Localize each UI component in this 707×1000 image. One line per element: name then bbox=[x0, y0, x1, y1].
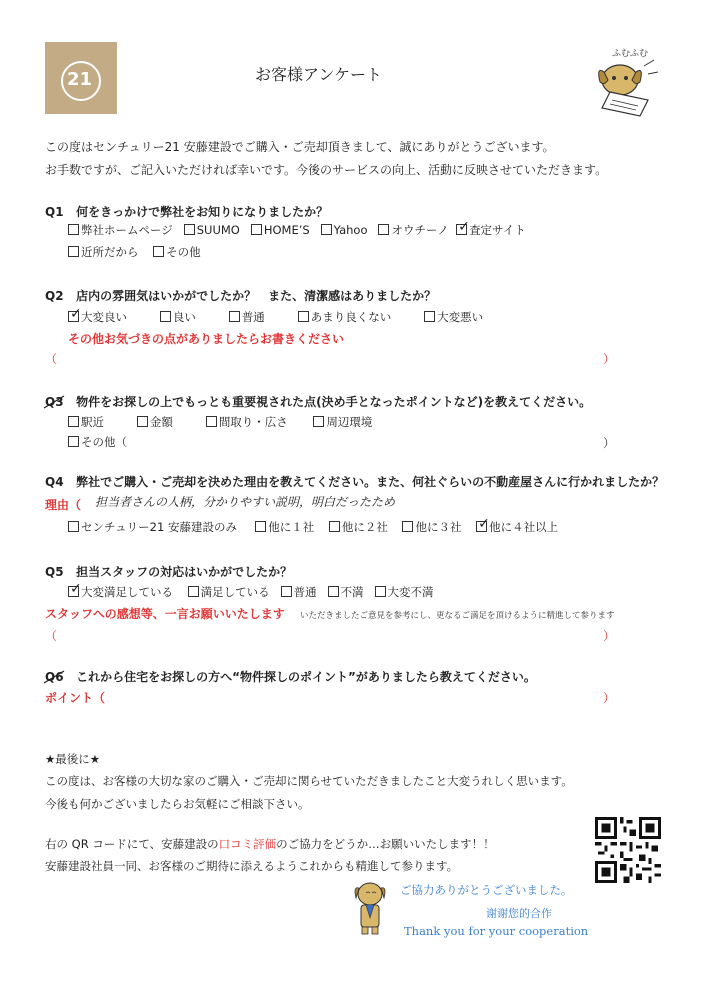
q1-option-checked[interactable]: ✓ 査定サイト bbox=[458, 219, 526, 237]
review-highlight: 口コミ評価 bbox=[218, 837, 277, 851]
q2-open-paren: （ bbox=[45, 352, 58, 366]
checkbox[interactable] bbox=[329, 521, 340, 532]
checkbox[interactable] bbox=[188, 586, 199, 597]
q1-option[interactable]: SUUMO bbox=[184, 223, 240, 237]
q4-option[interactable]: センチュリー21 安藤建設のみ bbox=[68, 520, 237, 534]
q4-handwritten-answer[interactable]: 担当者さんの人柄，分かりやすい説明，明白だったため bbox=[95, 495, 396, 509]
checkbox[interactable] bbox=[153, 246, 164, 257]
q2-option[interactable]: あまり良くない bbox=[298, 310, 392, 324]
q1-option[interactable]: HOME’S bbox=[251, 223, 310, 237]
checkmark-icon: ✓ bbox=[458, 219, 470, 235]
q6-number: Q6 bbox=[45, 670, 64, 684]
q3-question bbox=[45, 393, 591, 410]
checkbox[interactable] bbox=[298, 311, 309, 322]
q1-option[interactable]: 近所だから bbox=[68, 245, 139, 259]
q4-options bbox=[68, 516, 559, 535]
q1-option[interactable]: オウチーノ bbox=[378, 223, 448, 237]
logo-text: 21 bbox=[67, 69, 93, 90]
q4-reason-label: 理由（ bbox=[45, 498, 82, 512]
q5-option-checked[interactable]: ✓ 大変満足している bbox=[70, 581, 173, 599]
checkbox-checked[interactable] bbox=[476, 516, 490, 532]
mascot-caption: ふむふむ bbox=[612, 49, 649, 59]
q5-note: いただきましたご意見を参考にし、更なるご満足を頂けるように精進して参ります bbox=[300, 611, 615, 621]
checkbox[interactable] bbox=[184, 224, 195, 235]
q6-close-paren: ） bbox=[603, 691, 616, 705]
q3-option[interactable]: 駅近 bbox=[68, 415, 104, 429]
checkbox[interactable] bbox=[68, 416, 79, 427]
q2-option[interactable]: 良い bbox=[160, 310, 196, 324]
checkbox[interactable] bbox=[68, 246, 79, 257]
intro-line-1: この度はセンチュリー21 安藤建設でご購入・ご売却頂きまして、誠にありがとうございます。 bbox=[45, 140, 555, 154]
checkbox[interactable] bbox=[321, 224, 332, 235]
q3-close-paren: ） bbox=[603, 436, 616, 450]
q5-option[interactable]: 満足している bbox=[188, 585, 270, 599]
q1-option[interactable]: Yahoo bbox=[321, 223, 368, 237]
q1-options-row-1 bbox=[68, 219, 526, 238]
thanks-english: Thank you for your cooperation bbox=[404, 924, 589, 938]
closing-line-2: 今後も何かございましたらお気軽にご相談下さい。 bbox=[45, 797, 310, 811]
q2-number: Q2 bbox=[45, 289, 64, 303]
closing-line-1: この度は、お客様の大切な家のご購入・ご売却に関らせていただきましたこと大変うれしく思います。 bbox=[45, 774, 573, 788]
thanks-chinese: 谢谢您的合作 bbox=[486, 907, 552, 920]
q4-text: 弊社でご購入・ご売却を決めた理由を教えてください。また、何社ぐらいの不動産屋さんに行かれましたか？ bbox=[76, 475, 665, 489]
checkbox[interactable] bbox=[229, 311, 240, 322]
q3-text: 物件をお探しの上でもっとも重要視された点(決め手となったポイントなど)を教えてください。 bbox=[76, 395, 592, 409]
checkbox[interactable] bbox=[137, 416, 148, 427]
q2-close-paren: ） bbox=[603, 352, 616, 366]
q2-options bbox=[68, 306, 484, 325]
q2-option-checked[interactable]: ✓ 大変良い bbox=[70, 306, 127, 324]
checkbox[interactable] bbox=[328, 586, 339, 597]
q2-text: 店内の雰囲気はいかがでしたか？ また、清潔感はありましたか？ bbox=[76, 289, 437, 303]
q5-option[interactable]: 普通 bbox=[281, 585, 317, 599]
mascot-reading-icon bbox=[582, 46, 662, 118]
checkbox[interactable] bbox=[160, 311, 171, 322]
q5-text: 担当スタッフの対応はいかがでしたか？ bbox=[76, 565, 293, 579]
q4-option[interactable]: 他に３社 bbox=[402, 520, 461, 534]
strike-mark-icon bbox=[42, 667, 68, 687]
q3-options-row-1 bbox=[68, 414, 372, 430]
checkbox-checked[interactable] bbox=[68, 581, 82, 597]
q1-option[interactable]: 弊社ホームページ bbox=[68, 223, 173, 237]
q1-option[interactable]: その他 bbox=[153, 245, 201, 259]
checkbox[interactable] bbox=[68, 521, 79, 532]
century21-logo bbox=[45, 42, 117, 114]
checkmark-icon: ✓ bbox=[70, 581, 82, 597]
mascot-bowing-icon bbox=[350, 878, 390, 936]
q5-option[interactable]: 大変不満 bbox=[375, 585, 434, 599]
checkbox[interactable] bbox=[251, 224, 262, 235]
q3-number: Q3 bbox=[45, 395, 64, 409]
q1-number: Q1 bbox=[45, 205, 64, 219]
q3-option[interactable]: 周辺環境 bbox=[313, 415, 372, 429]
q6-text: これから住宅をお探しの方へ“物件探しのポイント”がありましたら教えてください。 bbox=[76, 670, 536, 684]
q5-question bbox=[45, 563, 292, 580]
checkbox[interactable] bbox=[206, 416, 217, 427]
q4-option[interactable]: 他に１社 bbox=[255, 520, 314, 534]
checkbox[interactable] bbox=[68, 436, 79, 447]
checkbox[interactable] bbox=[424, 311, 435, 322]
q5-prompt: スタッフへの感想等、一言お願いいたします bbox=[45, 607, 285, 621]
page-title: お客様アンケート bbox=[255, 65, 383, 84]
q3-option[interactable]: 間取り・広さ bbox=[206, 415, 288, 429]
q4-number: Q4 bbox=[45, 475, 64, 489]
q4-option[interactable]: 他に２社 bbox=[329, 520, 388, 534]
q5-number: Q5 bbox=[45, 565, 64, 579]
q6-question bbox=[45, 668, 536, 685]
q5-option[interactable]: 不満 bbox=[328, 585, 364, 599]
q5-options bbox=[68, 581, 434, 600]
closing-heading: ★最後に★ bbox=[45, 752, 101, 766]
checkbox[interactable] bbox=[68, 224, 79, 235]
checkmark-icon: ✓ bbox=[70, 306, 82, 322]
q3-option-other[interactable]: その他（ bbox=[68, 434, 127, 450]
q1-question bbox=[45, 203, 328, 220]
checkbox-checked[interactable] bbox=[68, 306, 82, 322]
q2-prompt: その他お気づきの点がありましたらお書きください bbox=[68, 332, 345, 346]
checkbox[interactable] bbox=[313, 416, 324, 427]
closing-line-4: 安藤建設社員一同、お客様のご期待に添えるようこれからも精進して参ります。 bbox=[45, 859, 459, 873]
strike-mark-icon bbox=[42, 392, 68, 412]
checkbox[interactable] bbox=[378, 224, 389, 235]
q4-question bbox=[45, 473, 664, 490]
q6-label: ポイント（ bbox=[45, 691, 106, 705]
q1-options-row-2 bbox=[68, 244, 201, 260]
checkbox-checked[interactable] bbox=[456, 219, 470, 235]
checkbox[interactable] bbox=[375, 586, 386, 597]
checkbox[interactable] bbox=[402, 521, 413, 532]
checkbox[interactable] bbox=[255, 521, 266, 532]
q2-option[interactable]: 普通 bbox=[229, 310, 265, 324]
q2-question bbox=[45, 287, 436, 304]
q2-option[interactable]: 大変悪い bbox=[424, 310, 483, 324]
checkbox[interactable] bbox=[281, 586, 292, 597]
thanks-japanese: ご協力ありがとうございました。 bbox=[400, 883, 573, 897]
q5-close-paren: ） bbox=[603, 629, 616, 643]
intro-line-2: お手数ですが、ご記入いただければ幸いです。今後のサービスの向上、活動に反映させていただきます。 bbox=[45, 163, 608, 177]
qr-code-icon[interactable] bbox=[595, 817, 661, 883]
checkmark-icon: ✓ bbox=[478, 516, 490, 532]
q4-option-checked[interactable]: ✓ 他に４社以上 bbox=[478, 516, 559, 534]
closing-line-3: 右の QR コードにて、安藤建設の口コミ評価のご協力をどうか…お願いいたします！！ bbox=[45, 837, 495, 851]
q3-option[interactable]: 金額 bbox=[137, 415, 173, 429]
q5-open-paren: （ bbox=[45, 629, 58, 643]
q1-text: 何をきっかけで弊社をお知りになりましたか？ bbox=[76, 205, 329, 219]
